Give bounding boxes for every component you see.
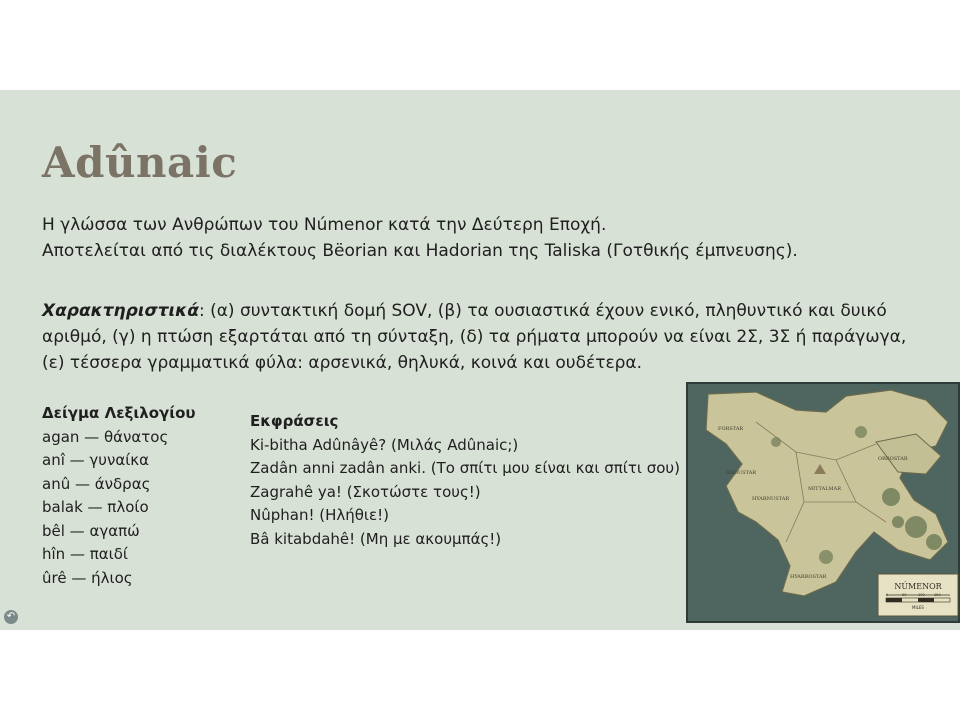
phrase-item: Nûphan! (Ηλήθιε!): [250, 506, 389, 524]
intro-text: [42, 212, 798, 264]
phrase-item: Zagrahê ya! (Σκοτώστε τους!): [250, 482, 481, 501]
phrase-item: Bâ kitabdahê! (Μη με ακουμπάς!): [250, 529, 502, 548]
map-scale-tick: 100: [918, 593, 925, 597]
map-title: NÚMENOR: [894, 582, 942, 591]
vocabulary-list: [42, 402, 196, 590]
vocabulary-item: agan — θάνατος: [42, 427, 169, 446]
map-region-label: ORROSTAR: [878, 456, 908, 462]
features-label: Χαρακτηριστικά: [42, 301, 199, 321]
features-paragraph: [42, 298, 922, 376]
map-region-label: MITTALMAR: [808, 486, 842, 492]
map-region-label: ANDUSTAR: [726, 470, 757, 476]
map-region-label: HYARNUSTAR: [752, 496, 790, 502]
intro-line-1: Η γλώσσα των Ανθρώπων του Númenor κατά την Δεύτερη Εποχή.: [42, 215, 607, 235]
phrase-item: Zadân anni zadân anki. (Το σπίτι μου είναι και σπίτι σου): [250, 459, 680, 477]
map-scale-tick: 150: [934, 593, 941, 597]
map-region-label: FORSTAR: [718, 426, 744, 432]
phrases-heading: Εκφράσεις: [250, 412, 339, 430]
map-scale-tick: 0: [886, 593, 889, 597]
vocabulary-item: ûrê — ήλιος: [42, 568, 133, 587]
map-region-label: HYARROSTAR: [790, 574, 827, 580]
intro-line-2: Αποτελείται από τις διαλέκτους Bëorian και Hadorian της Taliska (Γοτθικής έμπνευσης).: [42, 241, 798, 261]
slide: [0, 90, 960, 630]
map-cartouche: [878, 574, 958, 616]
vocabulary-item: balak — πλοίο: [42, 498, 149, 516]
features-text: : (α) συντακτική δομή SOV, (β) τα ουσιαστικά έχουν ενικό, πληθυντικό και δυικό αριθμό, (γ) η πτώση εξαρτάται από τη σύνταξη, (δ) τα ρήματα μπορούν να είναι 2Σ, 3Σ ή παράγωγα, (ε) τέσσερα γραμματικά φύλα: αρσενικά, θηλυκά, κοινά και ουδέτερα.: [42, 301, 907, 373]
vocabulary-heading: Δείγμα Λεξιλογίου: [42, 404, 196, 422]
slide-title: Adûnaic: [42, 138, 238, 187]
vocabulary-item: hîn — παιδί: [42, 545, 128, 563]
numenor-map-image: [686, 382, 960, 623]
map-scale-unit: MILES: [912, 605, 924, 610]
back-arrow-icon[interactable]: ↶: [4, 610, 18, 624]
vocabulary-item: anû — άνδρας: [42, 474, 151, 493]
map-scale-tick: 50: [902, 593, 907, 597]
phrases-list: [250, 410, 680, 551]
vocabulary-item: bêl — αγαπώ: [42, 521, 140, 540]
vocabulary-item: anî — γυναίκα: [42, 451, 150, 469]
phrase-item: Ki-bitha Adûnâyê? (Μιλάς Adûnaic;): [250, 435, 519, 454]
